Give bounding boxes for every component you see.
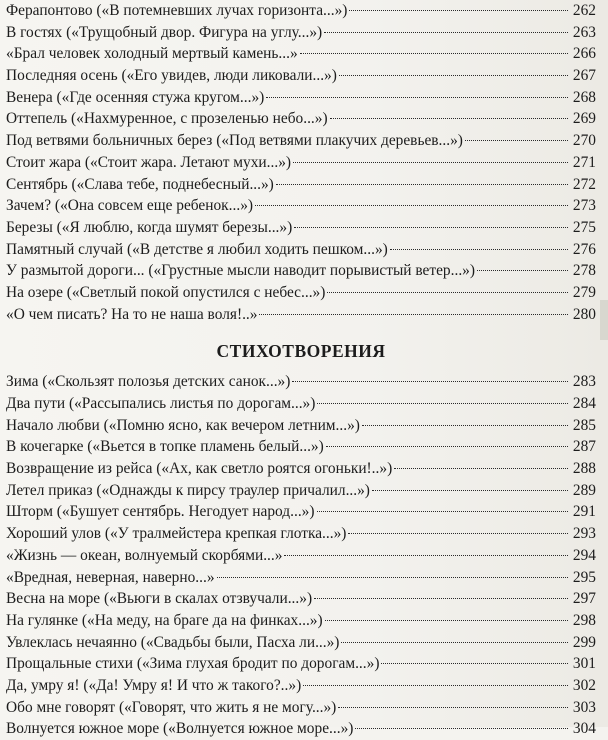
toc-entry (6, 130, 596, 152)
toc-entry-page-number: 271 (572, 153, 596, 171)
toc-entry (6, 632, 596, 654)
dot-leader (293, 162, 568, 163)
toc-entry-page-number: 291 (572, 503, 596, 521)
dot-leader (349, 10, 568, 11)
dot-leader (394, 468, 568, 469)
toc-entry-page-number: 283 (572, 373, 596, 391)
toc-entry-page-number: 297 (572, 590, 596, 608)
dot-leader (348, 533, 568, 534)
toc-entry (6, 239, 596, 261)
toc-entry-title: «Брал человек холодный мертвый камень...» (6, 45, 298, 63)
toc-entry-title: Возвращение из рейса («Ах, как светло роятся огоньки!..») (6, 460, 393, 478)
toc-entry-title: Ферапонтово («В потемневших лучах горизонта...») (6, 2, 348, 19)
toc-entry-title: Венера («Где осенняя стужа кругом...») (6, 88, 265, 106)
toc-entry-page-number: 262 (572, 2, 596, 19)
toc-entry-title: В кочегарке («Вьется в топке пламень белый...») (6, 438, 324, 456)
dot-leader (276, 184, 568, 185)
toc-entry (6, 0, 596, 22)
toc-entry-title: Да, умру я! («Да! Умру я! И что ж такого?..») (6, 676, 302, 694)
toc-entry (6, 43, 596, 65)
toc-entry-title: Стоит жара («Стоит жара. Летают мухи...») (6, 153, 292, 171)
dot-leader (390, 249, 568, 250)
toc-entry-page-number: 301 (572, 655, 596, 673)
toc-list-bottom (6, 371, 596, 740)
toc-entry-title: Оттепель («Нахмуренное, с прозеленью небо...») (6, 110, 328, 128)
toc-entry-title: На гулянке («На меду, на браге да на финках...») (6, 611, 323, 629)
dot-leader (317, 403, 568, 404)
toc-entry (6, 697, 596, 719)
dot-leader (284, 555, 568, 556)
toc-entry-page-number: 288 (572, 460, 596, 478)
toc-entry-page-number: 263 (572, 23, 596, 41)
dot-leader (338, 707, 568, 708)
toc-entry-title: Памятный случай («В детстве я любил ходить пешком...») (6, 240, 388, 258)
toc-entry (6, 108, 596, 130)
toc-entry (6, 675, 596, 697)
toc-entry-title: Зима («Скользят полозья детских санок...») (6, 373, 291, 391)
dot-leader (330, 118, 568, 119)
toc-entry-title: Под ветвями больничных берез («Под ветвями плакучих деревьев...») (6, 132, 463, 150)
toc-entry-title: «О чем писать? На то не наша воля!..» (6, 305, 258, 323)
dot-leader (327, 292, 568, 293)
dot-leader (355, 728, 568, 729)
toc-entry-page-number: 278 (572, 262, 596, 280)
toc-entry-title: Шторм («Бушует сентябрь. Негодует народ...») (6, 503, 315, 521)
toc-entry (6, 65, 596, 87)
dot-leader (362, 425, 568, 426)
toc-entry-title: «Жизнь — океан, волнуемый скорбями...» (6, 546, 283, 564)
toc-entry-page-number: 303 (572, 698, 596, 716)
dot-leader (326, 446, 568, 447)
toc-entry-title: Волнуется южное море («Волнуется южное море...») (6, 720, 354, 738)
toc-entry-page-number: 272 (572, 175, 596, 193)
toc-entry-page-number: 304 (572, 720, 596, 738)
dot-leader (477, 270, 568, 271)
toc-entry (6, 152, 596, 174)
toc-entry-page-number: 276 (572, 240, 596, 258)
toc-entry-page-number: 266 (572, 45, 596, 63)
toc-entry (6, 393, 596, 415)
toc-entry (6, 304, 596, 326)
dot-leader (372, 490, 568, 491)
toc-entry-page-number: 302 (572, 676, 596, 694)
toc-entry (6, 588, 596, 610)
toc-entry (6, 260, 596, 282)
dot-leader (324, 32, 568, 33)
toc-entry (6, 282, 596, 304)
toc-entry (6, 371, 596, 393)
dot-leader (465, 140, 568, 141)
toc-entry-title: Прощальные стихи («Зима глухая бродит по дорогам...») (6, 655, 380, 673)
toc-entry (6, 523, 596, 545)
toc-list-top (6, 0, 596, 325)
toc-entry (6, 22, 596, 44)
dot-leader (314, 598, 568, 599)
toc-entry (6, 415, 596, 437)
toc-entry (6, 653, 596, 675)
dot-leader (381, 663, 568, 664)
toc-entry-page-number: 298 (572, 611, 596, 629)
toc-entry-title: Зачем? («Она совсем еще ребенок...») (6, 197, 254, 215)
toc-entry-title: «Вредная, неверная, наверно...» (6, 568, 215, 586)
toc-entry (6, 436, 596, 458)
toc-entry-page-number: 285 (572, 416, 596, 434)
dot-leader (325, 620, 568, 621)
toc-entry-title: На озере («Светлый покой опустился с небес...») (6, 283, 326, 301)
toc-entry (6, 458, 596, 480)
toc-entry-page-number: 269 (572, 110, 596, 128)
page-edge-shadow (600, 300, 608, 340)
toc-entry-title: Летел приказ («Однажды к пирсу траулер причалил...») (6, 481, 370, 499)
toc-entry-title: Увлеклась нечаянно («Свадьбы были, Пасха ли...») (6, 633, 340, 651)
toc-entry-page-number: 295 (572, 568, 596, 586)
dot-leader (303, 685, 568, 686)
dot-leader (255, 205, 568, 206)
toc-entry-title: В гостях («Трущобный двор. Фигура на углу...») (6, 23, 323, 41)
toc-entry-page-number: 273 (572, 197, 596, 215)
toc-entry-page-number: 299 (572, 633, 596, 651)
toc-entry (6, 480, 596, 502)
toc-entry (6, 545, 596, 567)
toc-entry-title: Два пути («Рассыпались листья по дорогам...») (6, 395, 316, 412)
toc-entry (6, 718, 596, 740)
toc-entry (6, 217, 596, 239)
toc-entry (6, 174, 596, 196)
toc-entry-title: Последняя осень («Его увидев, люди ликовали...») (6, 67, 337, 85)
toc-entry-page-number: 268 (572, 88, 596, 106)
table-of-contents (6, 0, 596, 740)
toc-entry-title: Весна на море («Вьюги в скалах отзвучали...») (6, 590, 313, 608)
toc-entry (6, 501, 596, 523)
toc-entry-page-number: 275 (572, 218, 596, 236)
toc-entry-title: Обо мне говорят («Говорят, что жить я не могу...») (6, 698, 337, 716)
toc-entry-page-number: 289 (572, 481, 596, 499)
toc-entry-page-number: 270 (572, 132, 596, 150)
toc-entry-title: Сентябрь («Слава тебе, поднебесный...») (6, 175, 274, 193)
toc-entry-page-number: 287 (572, 438, 596, 456)
toc-entry-page-number: 294 (572, 546, 596, 564)
dot-leader (217, 577, 568, 578)
toc-entry-title: Березы («Я люблю, когда шумят березы...») (6, 218, 293, 236)
dot-leader (292, 381, 568, 382)
toc-entry-page-number: 293 (572, 525, 596, 543)
toc-entry (6, 610, 596, 632)
toc-entry-page-number: 280 (572, 305, 596, 323)
dot-leader (300, 53, 568, 54)
toc-entry-page-number: 284 (572, 395, 596, 412)
toc-entry-page-number: 267 (572, 67, 596, 85)
toc-entry (6, 87, 596, 109)
dot-leader (339, 75, 568, 76)
toc-entry-title: У размытой дороги... («Грустные мысли наводит порывистый ветер...») (6, 262, 475, 280)
dot-leader (341, 642, 568, 643)
toc-entry-title: Начало любви («Помню ясно, как вечером летним...») (6, 416, 360, 434)
section-heading: СТИХОТВОРЕНИЯ (216, 341, 386, 362)
dot-leader (266, 97, 568, 98)
toc-entry-page-number: 279 (572, 283, 596, 301)
dot-leader (294, 227, 568, 228)
toc-entry (6, 567, 596, 589)
toc-entry (6, 195, 596, 217)
dot-leader (259, 314, 568, 315)
dot-leader (317, 511, 568, 512)
toc-entry-title: Хороший улов («У тралмейстера крепкая глотка...») (6, 525, 347, 543)
